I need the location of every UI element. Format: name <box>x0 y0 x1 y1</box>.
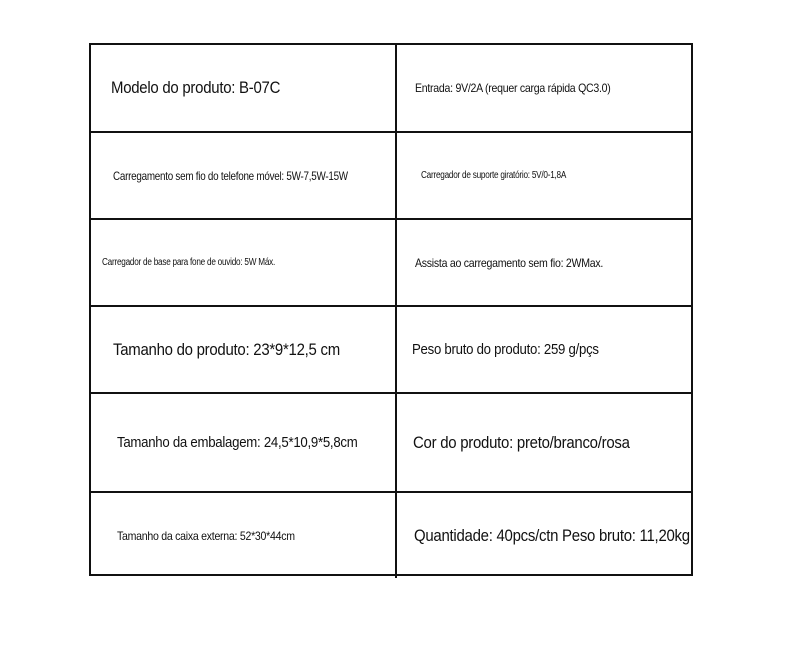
table-cell <box>91 307 397 392</box>
table-cell <box>397 493 691 578</box>
table-cell <box>91 493 397 578</box>
table-cell <box>397 45 691 131</box>
table-row <box>91 133 691 220</box>
table-row <box>91 493 691 578</box>
table-cell <box>91 220 397 305</box>
table-cell <box>397 307 691 392</box>
spec-table <box>89 43 693 576</box>
table-cell <box>397 220 691 305</box>
spec-gross-weight: Peso bruto do produto: 259 g/pçs <box>412 341 599 358</box>
spec-phone-wireless: Carregamento sem fio do telefone móvel: 5W-7,5W-15W <box>113 168 348 183</box>
spec-package-size: Tamanho da embalagem: 24,5*10,9*5,8cm <box>117 434 358 451</box>
table-cell <box>397 394 691 491</box>
table-row <box>91 307 691 394</box>
table-cell <box>91 45 397 131</box>
spec-earphone-base: Carregador de base para fone de ouvido: 5W Máx. <box>102 257 276 268</box>
table-row <box>91 45 691 133</box>
spec-quantity: Quantidade: 40pcs/ctn Peso bruto: 11,20kg <box>414 525 690 545</box>
table-cell <box>91 133 397 218</box>
spec-product-size: Tamanho do produto: 23*9*12,5 cm <box>113 339 340 359</box>
table-row <box>91 394 691 493</box>
spec-watch-wireless: Assista ao carregamento sem fio: 2WMax. <box>415 255 604 270</box>
spec-model: Modelo do produto: B-07C <box>111 78 281 97</box>
table-row <box>91 220 691 307</box>
spec-rotating-charger: Carregador de suporte giratório: 5V/0-1,8A <box>421 170 567 181</box>
spec-carton-size: Tamanho da caixa externa: 52*30*44cm <box>117 528 295 543</box>
spec-color: Cor do produto: preto/branco/rosa <box>413 432 630 452</box>
table-cell <box>91 394 397 491</box>
table-cell <box>397 133 691 218</box>
spec-input: Entrada: 9V/2A (requer carga rápida QC3.0) <box>415 81 611 95</box>
